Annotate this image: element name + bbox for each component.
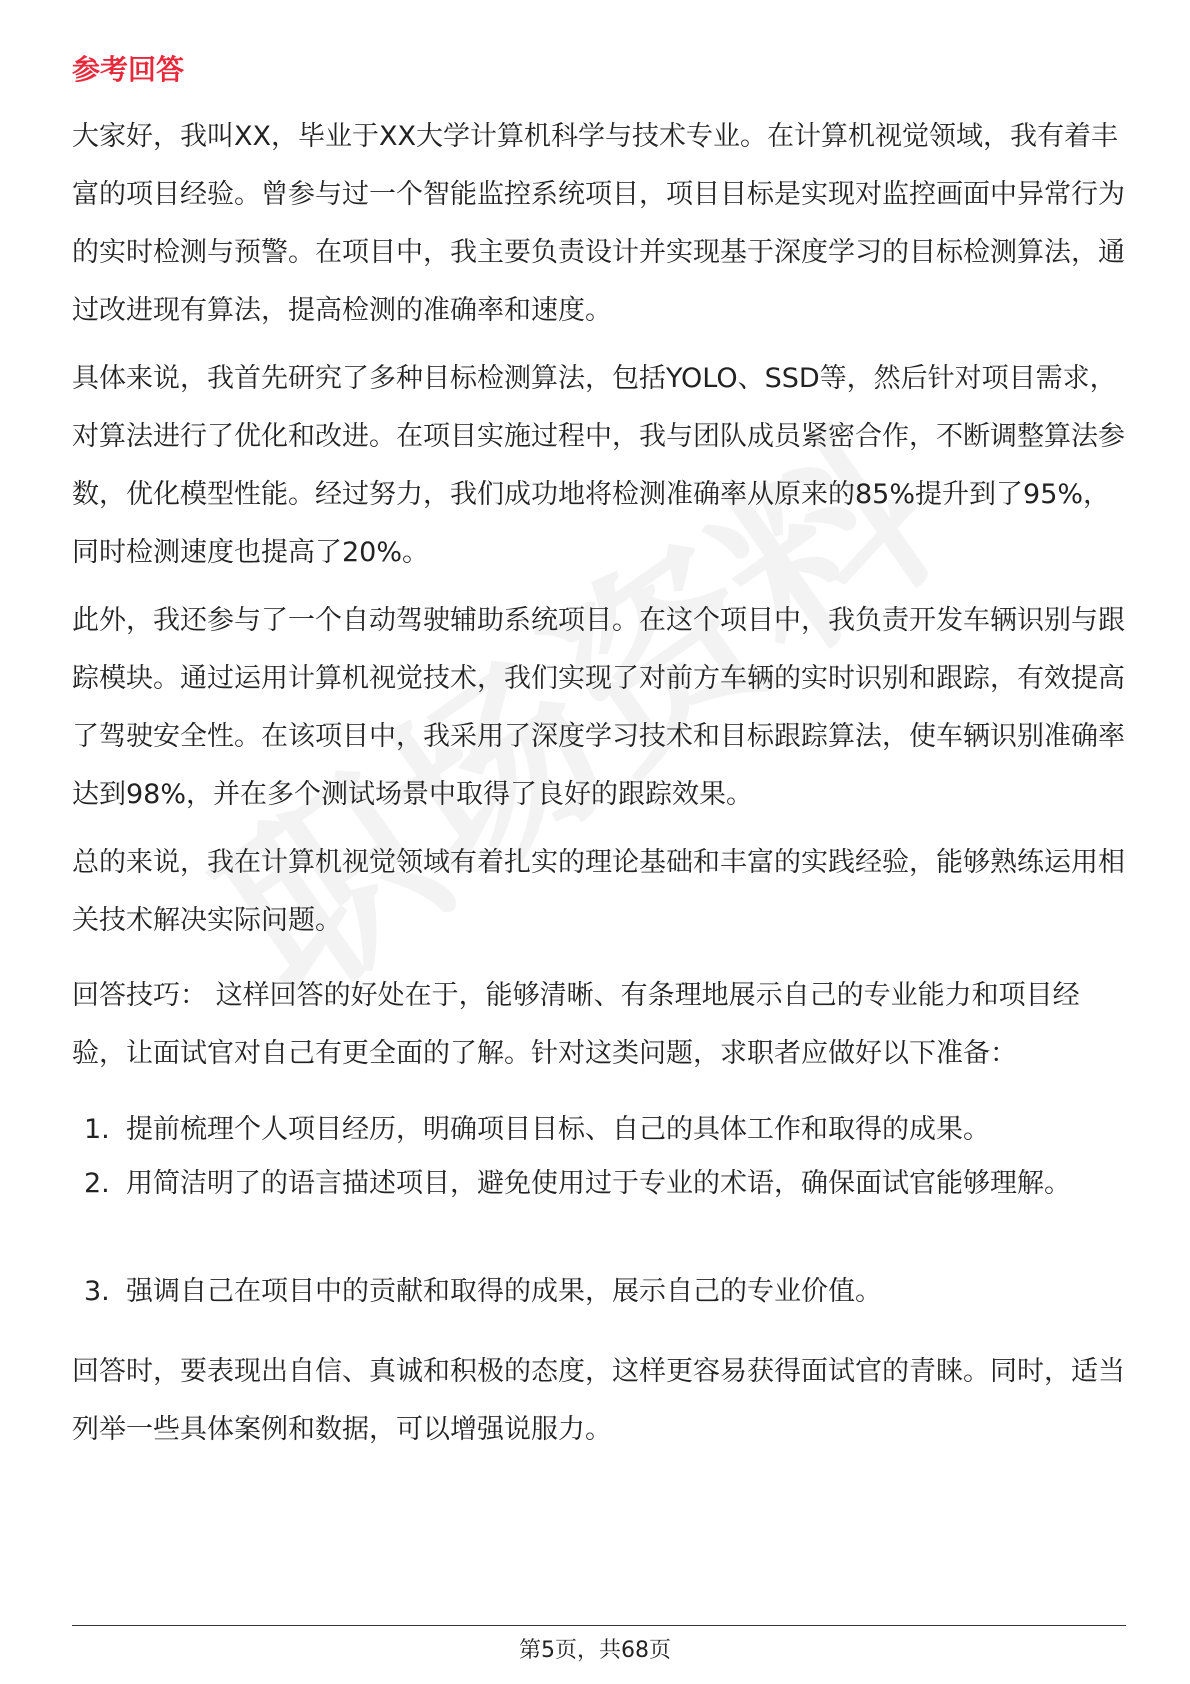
paragraph-tips: 回答技巧： 这样回答的好处在于，能够清晰、有条理地展示自己的专业能力和项目经验，让面试官对自己有更全面的了解。针对这类问题，求职者应做好以下准备：	[72, 980, 1080, 1069]
list-text: 提前梳理个人项目经历，明确项目目标、自己的具体工作和取得的成果。	[126, 1114, 990, 1145]
list-number: 3.	[84, 1276, 110, 1307]
footer-divider	[72, 1625, 1126, 1626]
list-number: 2.	[84, 1168, 110, 1199]
paragraph-summary: 总的来说，我在计算机视觉领域有着扎实的理论基础和丰富的实践经验，能够熟练运用相关技术解决实际问题。	[72, 847, 1125, 936]
list-item	[84, 1101, 1114, 1159]
page-number: 第5页，共68页	[519, 1638, 671, 1663]
paragraph-details: 具体来说，我首先研究了多种目标检测算法，包括YOLO、SSD等，然后针对项目需求，对算法进行了优化和改进。在项目实施过程中，我与团队成员紧密合作，不断调整算法参数，优化模型性能。经过努力，我们成功地将检测准确率从原来的85%提升到了95%，同时检测速度也提高了20%。	[72, 363, 1125, 568]
paragraph-closing: 回答时，要表现出自信、真诚和积极的态度，这样更容易获得面试官的青睐。同时，适当列举一些具体案例和数据，可以增强说服力。	[72, 1356, 1125, 1445]
list-item	[84, 1155, 1114, 1213]
list-item	[84, 1263, 1114, 1321]
paragraph-second-project: 此外，我还参与了一个自动驾驶辅助系统项目。在这个项目中，我负责开发车辆识别与跟踪模块。通过运用计算机视觉技术，我们实现了对前方车辆的实时识别和跟踪，有效提高了驾驶安全性。在该项目中，我采用了深度学习技术和目标跟踪算法，使车辆识别准确率达到98%，并在多个测试场景中取得了良好的跟踪效果。	[72, 605, 1125, 810]
list-number: 1.	[84, 1114, 110, 1145]
paragraph-intro: 大家好，我叫XX，毕业于XX大学计算机科学与技术专业。在计算机视觉领域，我有着丰富的项目经验。曾参与过一个智能监控系统项目，项目目标是实现对监控画面中异常行为的实时检测与预警。在项目中，我主要负责设计并实现基于深度学习的目标检测算法，通过改进现有算法，提高检测的准确率和速度。	[72, 121, 1125, 326]
section-heading: 参考回答	[72, 53, 185, 86]
list-text: 用简洁明了的语言描述项目，避免使用过于专业的术语，确保面试官能够理解。	[126, 1168, 1071, 1199]
list-text: 强调自己在项目中的贡献和取得的成果，展示自己的专业价值。	[126, 1276, 882, 1307]
